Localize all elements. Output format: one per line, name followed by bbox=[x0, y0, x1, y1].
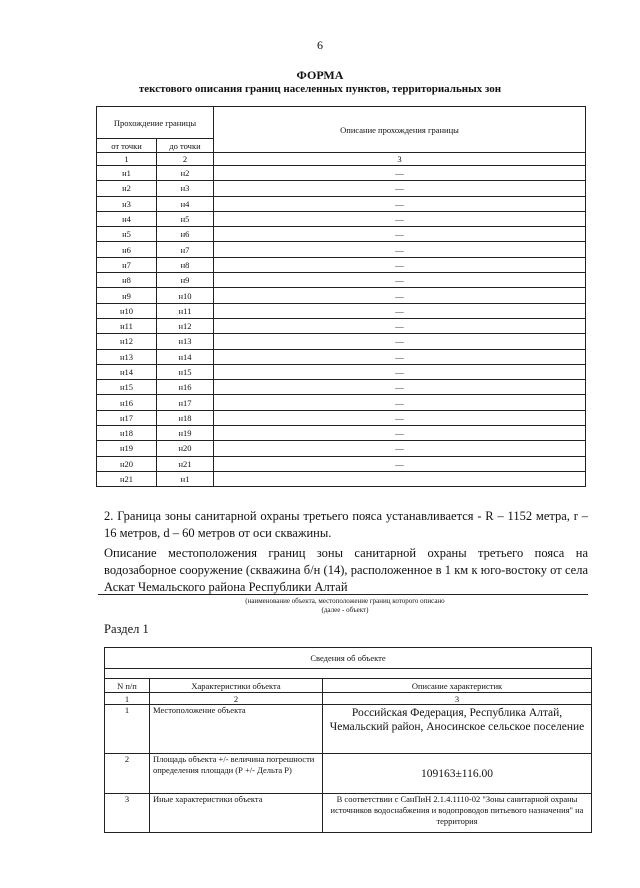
header-group: Прохождение границы bbox=[97, 107, 214, 139]
boundary-rows bbox=[97, 166, 586, 487]
head-desc: Описание характеристик bbox=[323, 679, 592, 693]
col-number: 2 bbox=[150, 693, 323, 705]
row-num: 1 bbox=[105, 705, 150, 754]
boundary-row bbox=[97, 471, 586, 486]
point-from: н1 bbox=[97, 166, 157, 181]
point-to: н15 bbox=[157, 364, 214, 379]
boundary-row bbox=[97, 441, 586, 456]
point-from: н12 bbox=[97, 334, 157, 349]
point-from: н15 bbox=[97, 380, 157, 395]
caption-line: (наименование объекта, местоположение границ которого описано bbox=[245, 597, 445, 605]
boundary-row bbox=[97, 227, 586, 242]
boundary-description: — bbox=[214, 181, 586, 196]
row-desc: 109163±116.00 bbox=[323, 754, 592, 794]
point-to: н8 bbox=[157, 257, 214, 272]
boundary-description: — bbox=[214, 456, 586, 471]
boundary-row bbox=[97, 395, 586, 410]
row-char: Местоположение объекта bbox=[150, 705, 323, 754]
point-to: н19 bbox=[157, 426, 214, 441]
col-number: 1 bbox=[97, 153, 157, 166]
point-to: н21 bbox=[157, 456, 214, 471]
boundary-description: — bbox=[214, 196, 586, 211]
form-title: ФОРМА bbox=[296, 68, 344, 82]
row-char: Площадь объекта +/- величина погрешности определения площади (Р +/- Дельта Р) bbox=[150, 754, 323, 794]
point-to: н16 bbox=[157, 380, 214, 395]
point-to: н14 bbox=[157, 349, 214, 364]
boundary-row bbox=[97, 242, 586, 257]
boundary-description: — bbox=[214, 288, 586, 303]
col-number: 3 bbox=[323, 693, 592, 705]
point-from: н6 bbox=[97, 242, 157, 257]
boundary-description: — bbox=[214, 273, 586, 288]
boundary-row bbox=[97, 410, 586, 425]
boundary-description: — bbox=[214, 242, 586, 257]
point-from: н4 bbox=[97, 211, 157, 226]
point-to: н9 bbox=[157, 273, 214, 288]
point-to: н2 bbox=[157, 166, 214, 181]
point-to: н10 bbox=[157, 288, 214, 303]
point-to: н6 bbox=[157, 227, 214, 242]
info-table-title: Сведения об объекте bbox=[105, 648, 592, 669]
head-char: Характеристики объекта bbox=[150, 679, 323, 693]
row-desc: В соответствии с СанПиН 2.1.4.1110-02 "Зоны санитарной охраны источников водоснабжения и водопроводов питьевого назначения" на территория bbox=[323, 794, 592, 833]
boundary-row bbox=[97, 288, 586, 303]
point-from: н9 bbox=[97, 288, 157, 303]
point-to: н11 bbox=[157, 303, 214, 318]
boundary-description: — bbox=[214, 410, 586, 425]
point-from: н5 bbox=[97, 227, 157, 242]
col-number: 3 bbox=[214, 153, 586, 166]
row-desc: Российская Федерация, Республика Алтай, Чемальский район, Аносинское сельское поселение bbox=[323, 705, 592, 754]
boundary-description: — bbox=[214, 166, 586, 181]
point-from: н19 bbox=[97, 441, 157, 456]
boundary-row bbox=[97, 273, 586, 288]
point-from: н3 bbox=[97, 196, 157, 211]
point-to: н13 bbox=[157, 334, 214, 349]
boundary-description: — bbox=[214, 426, 586, 441]
point-from: н17 bbox=[97, 410, 157, 425]
underline bbox=[98, 594, 588, 595]
point-to: н17 bbox=[157, 395, 214, 410]
boundary-description: — bbox=[214, 334, 586, 349]
point-from: н16 bbox=[97, 395, 157, 410]
boundary-description: — bbox=[214, 211, 586, 226]
caption-line: (далее - объект) bbox=[321, 606, 369, 614]
boundary-row bbox=[97, 257, 586, 272]
boundary-description: — bbox=[214, 395, 586, 410]
point-from: н20 bbox=[97, 456, 157, 471]
header-to: до точки bbox=[157, 139, 214, 153]
header-from: от точки bbox=[97, 139, 157, 153]
boundary-description: — bbox=[214, 349, 586, 364]
point-to: н5 bbox=[157, 211, 214, 226]
point-from: н14 bbox=[97, 364, 157, 379]
paragraph-zone-radius: 2. Граница зоны санитарной охраны третьего пояса устанавливается - R – 1152 метра, r – 16 метров, d – 60 метров от оси скважины. bbox=[104, 509, 588, 540]
row-num: 3 bbox=[105, 794, 150, 833]
boundary-row bbox=[97, 334, 586, 349]
head-num: N п/п bbox=[105, 679, 150, 693]
boundary-row bbox=[97, 456, 586, 471]
row-num: 2 bbox=[105, 754, 150, 794]
point-to: н4 bbox=[157, 196, 214, 211]
point-to: н12 bbox=[157, 318, 214, 333]
boundary-row bbox=[97, 303, 586, 318]
point-to: н7 bbox=[157, 242, 214, 257]
boundary-row bbox=[97, 318, 586, 333]
section-heading: Раздел 1 bbox=[104, 622, 149, 636]
info-table-gap bbox=[105, 669, 592, 679]
boundary-description: — bbox=[214, 318, 586, 333]
point-to: н1 bbox=[157, 471, 214, 486]
caption bbox=[100, 597, 590, 615]
point-from: н11 bbox=[97, 318, 157, 333]
boundary-description: — bbox=[214, 364, 586, 379]
boundary-description: — bbox=[214, 303, 586, 318]
boundary-row bbox=[97, 349, 586, 364]
boundary-row bbox=[97, 364, 586, 379]
boundary-row bbox=[97, 380, 586, 395]
point-from: н13 bbox=[97, 349, 157, 364]
point-from: н2 bbox=[97, 181, 157, 196]
row-char: Иные характеристики объекта bbox=[150, 794, 323, 833]
point-from: н10 bbox=[97, 303, 157, 318]
point-from: н21 bbox=[97, 471, 157, 486]
boundary-row bbox=[97, 196, 586, 211]
boundary-row bbox=[97, 181, 586, 196]
col-number: 1 bbox=[105, 693, 150, 705]
boundary-row bbox=[97, 166, 586, 181]
boundary-description: — bbox=[214, 227, 586, 242]
header-desc: Описание прохождения границы bbox=[214, 107, 586, 153]
boundary-row bbox=[97, 426, 586, 441]
point-from: н7 bbox=[97, 257, 157, 272]
point-from: н8 bbox=[97, 273, 157, 288]
point-to: н20 bbox=[157, 441, 214, 456]
point-to: н3 bbox=[157, 181, 214, 196]
boundary-description: — bbox=[214, 441, 586, 456]
boundary-table bbox=[96, 106, 586, 487]
point-to: н18 bbox=[157, 410, 214, 425]
col-number: 2 bbox=[157, 153, 214, 166]
paragraph-location-description: Описание местоположения границ зоны санитарной охраны третьего пояса на водозаборное сооружение (скважина б/н (14), расположенное в 1 км к юго-востоку от села Аскат Чемальского района Республики Алтай bbox=[104, 546, 588, 594]
form-subtitle: текстового описания границ населенных пунктов, территориальных зон bbox=[138, 83, 502, 95]
boundary-description: — bbox=[214, 380, 586, 395]
object-info-table bbox=[104, 647, 592, 833]
boundary-description: — bbox=[214, 257, 586, 272]
boundary-description bbox=[214, 471, 586, 486]
boundary-row bbox=[97, 211, 586, 226]
page-number: 6 bbox=[317, 38, 323, 52]
point-from: н18 bbox=[97, 426, 157, 441]
